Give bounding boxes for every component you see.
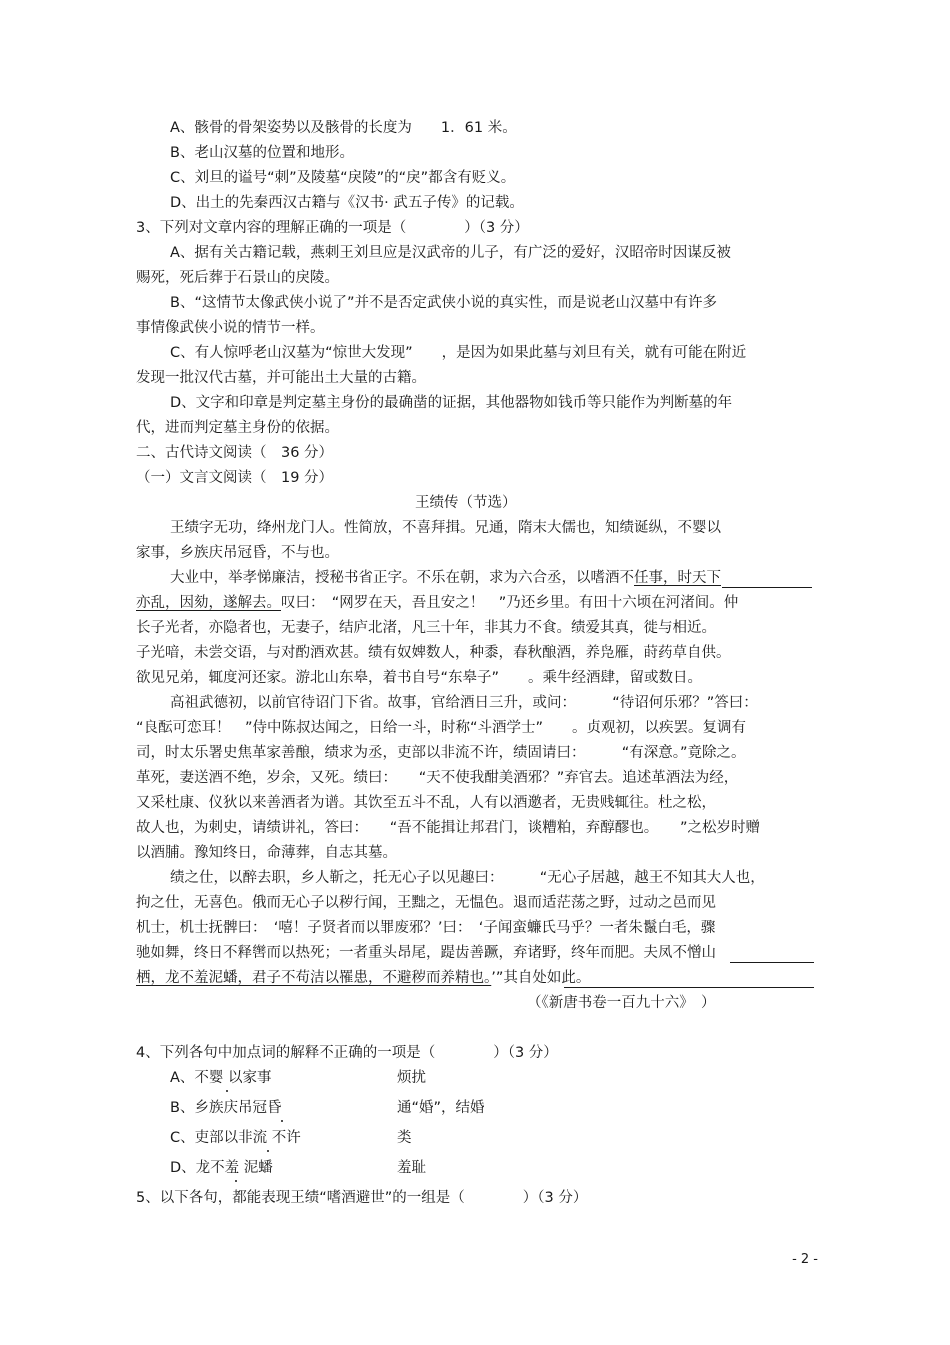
passage-line: 以酒脯。豫知终日，命薄葬，自志其墓。 bbox=[136, 845, 397, 861]
q3-option-d-line2: 代，进而判定墓主身份的依据。 bbox=[136, 420, 339, 436]
passage-line bbox=[170, 568, 721, 588]
passage-title: 王绩传（节选） bbox=[415, 495, 517, 511]
passage-text: ’”其自处如此。 bbox=[491, 970, 591, 986]
underline-rule bbox=[564, 987, 814, 988]
q4-option-a: A、不婴 以家事 bbox=[170, 1070, 272, 1086]
emphasis-dot bbox=[267, 1150, 269, 1152]
passage-line: 长子光者，亦隐者也，无妻子，结庐北渚，凡三十年，非其力不食。绩爱其真，徙与相近。 bbox=[136, 620, 716, 636]
passage-line: 高祖武德初，以前官待诏门下省。故事，官给酒日三升，或问： “待诏何乐邪？”答曰： bbox=[170, 695, 758, 711]
passage-line: 司，时太乐署史焦革家善酿，绩求为丞，吏部以非流不许，绩固请曰： “有深意。”竟除之。 bbox=[136, 745, 746, 761]
q3-option-b-line1: B、“这情节太像武侠小说了”并不是否定武侠小说的真实性，而是说老山汉墓中有许多 bbox=[170, 295, 717, 311]
passage-line: 机士，机士抚髀曰： ‘嘻！子贤者而以罪废邪？’曰： ‘子闻蛮蠊氏马乎？一者朱鬣白毛，骤 bbox=[136, 920, 716, 936]
passage-line bbox=[136, 593, 738, 613]
passage-text: 叹曰： “网罗在天，吾且安之！ ”乃还乡里。有田十六顷在河渚间。仲 bbox=[281, 595, 739, 611]
q4-option-d: D、龙不羞 泥蟠 bbox=[170, 1160, 273, 1176]
passage-line: 拘之仕，无喜色。俄而无心子以秽行闻，王黜之，无愠色。退而适茫荡之野，过动之邑而见 bbox=[136, 895, 716, 911]
q3-stem: 3、下列对文章内容的理解正确的一项是（ ）（3 分） bbox=[136, 220, 529, 236]
passage-line: 故人也，为刺史，请绩讲礼，答曰： “吾不能揖让邦君门，谈糟粕，弃醇醪也。 ”之松岁时赠 bbox=[136, 820, 761, 836]
q4-option-a-meaning: 烦扰 bbox=[397, 1070, 426, 1086]
underlined-sentence-part: 栖，龙不羞泥蟠，君子不苟洁以罹患，不避秽而养精也。 bbox=[136, 970, 492, 986]
passage-line: 驰如舞，终日不释辔而以热死；一者重头昂尾，踶齿善蹶，弃诸野，终年而肥。夫凤不憎山 bbox=[136, 945, 716, 961]
subsection-heading-classical-prose: （一）文言文阅读（ 19 分） bbox=[136, 470, 334, 486]
passage-line: 欲见兄弟，辄度河还家。游北山东皋，着书自号“东皋子” 。乘牛经酒肆，留或数日。 bbox=[136, 670, 703, 686]
q2-option-c: C、刘旦的谥号“刺”及陵墓“戾陵”的“戾”都含有贬义。 bbox=[170, 170, 516, 186]
passage-line: 王绩字无功，绛州龙门人。性简放，不喜拜揖。兄通，隋末大儒也，知绩诞纵，不婴以 bbox=[170, 520, 721, 536]
passage-line: 子光喑，未尝交语，与对酌酒欢甚。绩有奴婢数人，种黍，春秋酿酒，养凫雁，莳药草自供。 bbox=[136, 645, 731, 661]
passage-line: 家事，乡族庆吊冠昏，不与也。 bbox=[136, 545, 339, 561]
q4-stem: 4、下列各句中加点词的解释不正确的一项是（ ）（3 分） bbox=[136, 1045, 558, 1061]
passage-line: “良酝可恋耳！ ”侍中陈叔达闻之，日给一斗，时称“斗酒学士” 。贞观初，以疾罢。复调有 bbox=[136, 720, 747, 736]
passage-line: 绩之仕，以醉去职，乡人靳之，托无心子以见趣曰： “无心子居越，越王不知其大人也， bbox=[170, 870, 765, 886]
q4-option-d-meaning: 羞耻 bbox=[397, 1160, 426, 1176]
underline-rule bbox=[730, 962, 814, 963]
q4-option-c: C、吏部以非流 不许 bbox=[170, 1130, 301, 1146]
emphasis-dot bbox=[235, 1180, 237, 1182]
q3-option-d-line1: D、文字和印章是判定墓主身份的最确凿的证据，其他器物如钱币等只能作为判断墓的年 bbox=[170, 395, 733, 411]
q5-stem: 5、以下各句，都能表现王绩“嗜酒避世”的一组是（ ）（3 分） bbox=[136, 1190, 588, 1206]
q2-option-a: A、骸骨的骨架姿势以及骸骨的长度为 1．61 米。 bbox=[170, 120, 517, 136]
q3-option-b-line2: 事情像武侠小说的情节一样。 bbox=[136, 320, 325, 336]
page-number: - 2 - bbox=[792, 1252, 818, 1267]
q4-option-b-meaning: 通“婚”，结婚 bbox=[397, 1100, 485, 1116]
q4-option-c-meaning: 类 bbox=[397, 1130, 412, 1146]
underlined-sentence-part: 任事，时天下 bbox=[634, 570, 721, 586]
q3-option-a-line2: 赐死，死后葬于石景山的戾陵。 bbox=[136, 270, 339, 286]
q3-option-c-line2: 发现一批汉代古墓，并可能出土大量的古籍。 bbox=[136, 370, 426, 386]
passage-line bbox=[136, 968, 590, 988]
emphasis-dot bbox=[281, 1120, 283, 1122]
emphasis-dot bbox=[226, 1090, 228, 1092]
passage-source: （《新唐书卷一百九十六》 ） bbox=[527, 995, 716, 1011]
q3-option-a-line1: A、据有关古籍记载，燕刺王刘旦应是汉武帝的儿子，有广泛的爱好，汉昭帝时因谋反被 bbox=[170, 245, 731, 261]
underline-rule bbox=[722, 587, 812, 588]
q3-option-c-line1: C、有人惊呼老山汉墓为“惊世大发现” ，是因为如果此墓与刘旦有关，就有可能在附近 bbox=[170, 345, 747, 361]
passage-text: 大业中，举孝悌廉洁，授秘书省正字。不乐在朝，求为六合丞，以嗜酒不 bbox=[170, 570, 634, 586]
passage-line: 革死，妻送酒不绝，岁余，又死。绩曰： “天不使我酣美酒邪？”弃官去。追述革酒法为经， bbox=[136, 770, 739, 786]
q2-option-b: B、老山汉墓的位置和地形。 bbox=[170, 145, 354, 161]
underlined-sentence-part: 亦乱，因劾，遂解去。 bbox=[136, 595, 281, 611]
section-heading-classical-reading: 二、古代诗文阅读（ 36 分） bbox=[136, 445, 334, 461]
q4-option-b: B、乡族庆吊冠昏 bbox=[170, 1100, 282, 1116]
q2-option-d: D、出土的先秦西汉古籍与《汉书· 武五子传》的记载。 bbox=[170, 195, 524, 211]
passage-line: 又采杜康、仪狄以来善酒者为谱。其饮至五斗不乱，人有以酒邀者，无贵贱辄往。杜之松， bbox=[136, 795, 716, 811]
